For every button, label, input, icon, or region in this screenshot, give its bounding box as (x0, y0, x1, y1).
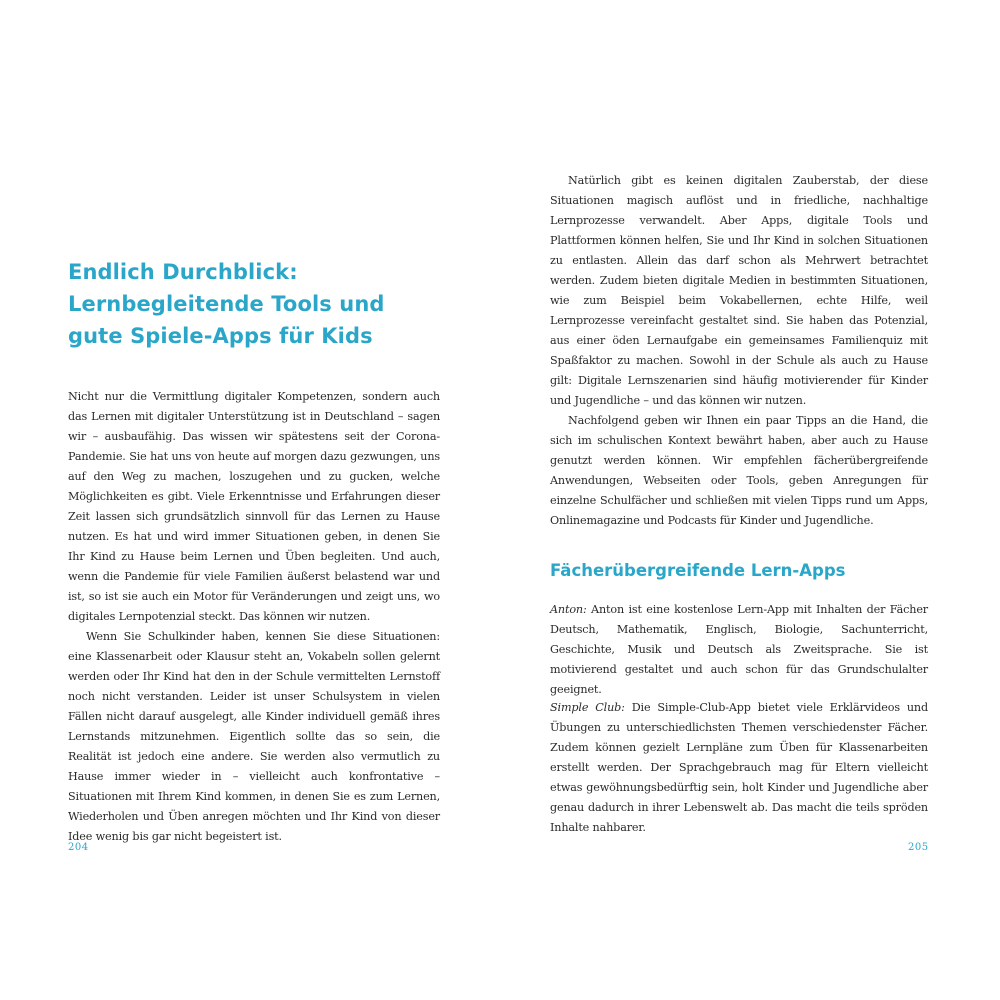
section-heading: Fächerübergreifende Lern-Apps (550, 561, 846, 580)
paragraph: Nachfolgend geben wir Ihnen ein paar Tipps an die Hand, die sich im schulischen Kontext bewährt haben, aber auch zu Hause genutzt werden können. Wir empfehlen fächerübergreifende Anwendungen, Webseiten oder Tools, geben Anregungen für einzelne Schulfächer und schließen mit vielen Tipps rund um Apps, Onlinemagazine und Podcasts für Kinder und Jugendliche. (550, 414, 928, 527)
page-number-left: 204 (68, 842, 89, 853)
paragraph: Wenn Sie Schulkinder haben, kennen Sie diese Situationen: eine Klassenarbeit oder Klausur steht an, Vokabeln sollen gelernt werden oder Ihr Kind hat den in der Schule vermittelten Lernstoff noch nicht verstanden. Leider ist unser Schulsystem in vielen Fällen nicht darauf ausgelegt, alle Kinder individuell gemäß ihres Lernstands mitzunehmen. Eigentlich sollte das so sein, die Realität ist jedoch eine andere. Sie werden also vermutlich zu Hause immer wieder in – vielleicht auch konfrontative – Situationen mit Ihrem Kind kommen, in denen Sie es zum Lernen, Wiederholen und Üben anregen möchten und Ihr Kind von dieser Idee wenig bis gar nicht begeistert ist. (68, 630, 440, 843)
app-entry-anton (550, 600, 928, 700)
chapter-title (68, 256, 468, 352)
chapter-title-line: Endlich Durchblick: (68, 260, 298, 284)
paragraph: Nicht nur die Vermittlung digitaler Kompetenzen, sondern auch das Lernen mit digitaler Unterstützung ist in Deutschland – sagen wir – ausbaufähig. Das wissen wir spätestens seit der Corona-Pandemie. Sie hat uns von heute auf morgen dazu gezwungen, uns auf den Weg zu machen, loszugehen und zu gucken, welche Möglichkeiten es gibt. Viele Erkenntnisse und Erfahrungen dieser Zeit lassen sich grundsätzlich sinnvoll für das Lernen zu Hause nutzen. Es hat und wird immer Situationen geben, in denen Sie Ihr Kind zu Hause beim Lernen und Üben begleiten. Und auch, wenn die Pandemie für viele Familien äußerst belastend war und ist, so ist sie auch ein Motor für Veränderungen und zeigt uns, wo digitales Lernpotenzial steckt. Das können wir nutzen. (68, 390, 440, 623)
right-body-text (550, 171, 928, 531)
left-body-text (68, 387, 440, 847)
page-number-right: 205 (908, 842, 929, 853)
app-description: Anton ist eine kostenlose Lern-App mit Inhalten der Fächer Deutsch, Mathematik, Englisch, Biologie, Sachunterricht, Geschichte, Musik und Deutsch als Zweitsprache. Sie ist motivierend gestaltet und auch schon für das Grundschulalter geeignet. (550, 603, 928, 696)
paragraph: Natürlich gibt es keinen digitalen Zauberstab, der diese Situationen magisch auflöst und in friedliche, nachhaltige Lernprozesse verwandelt. Aber Apps, digitale Tools und Plattformen können helfen, Sie und Ihr Kind in solchen Situationen zu entlasten. Allein das darf schon als Mehrwert betrachtet werden. Zudem bieten digitale Medien in bestimmten Situationen, wie zum Beispiel beim Vokabellernen, echte Hilfe, weil Lernprozesse vereinfacht gestaltet sind. Sie haben das Potenzial, aus einer öden Lernaufgabe ein gemeinsames Familienquiz mit Spaßfaktor zu machen. Sowohl in der Schule als auch zu Hause gilt: Digitale Lernszenarien sind häufig motivierender für Kinder und Jugendliche – und das können wir nutzen. (550, 174, 928, 407)
app-entry-simple-club (550, 698, 928, 838)
app-description: Die Simple-Club-App bietet viele Erklärvideos und Übungen zu unterschiedlichsten Themen verschiedenster Fächer. Zudem können gezielt Lernpläne zum Üben für Klassenarbeiten erstellt werden. Der Sprachgebrauch mag für Eltern vielleicht etwas gewöhnungsbedürftig sein, holt Kinder und Jugendliche aber genau dadurch in ihrer Lebenswelt ab. Das macht die teils spröden Inhalte nahbarer. (550, 701, 928, 834)
right-page (500, 0, 1000, 1000)
app-name: Anton: (550, 603, 587, 616)
chapter-title-line: Lernbegleitende Tools und (68, 292, 385, 316)
chapter-title-line: gute Spiele-Apps für Kids (68, 324, 373, 348)
app-name: Simple Club: (550, 701, 625, 714)
